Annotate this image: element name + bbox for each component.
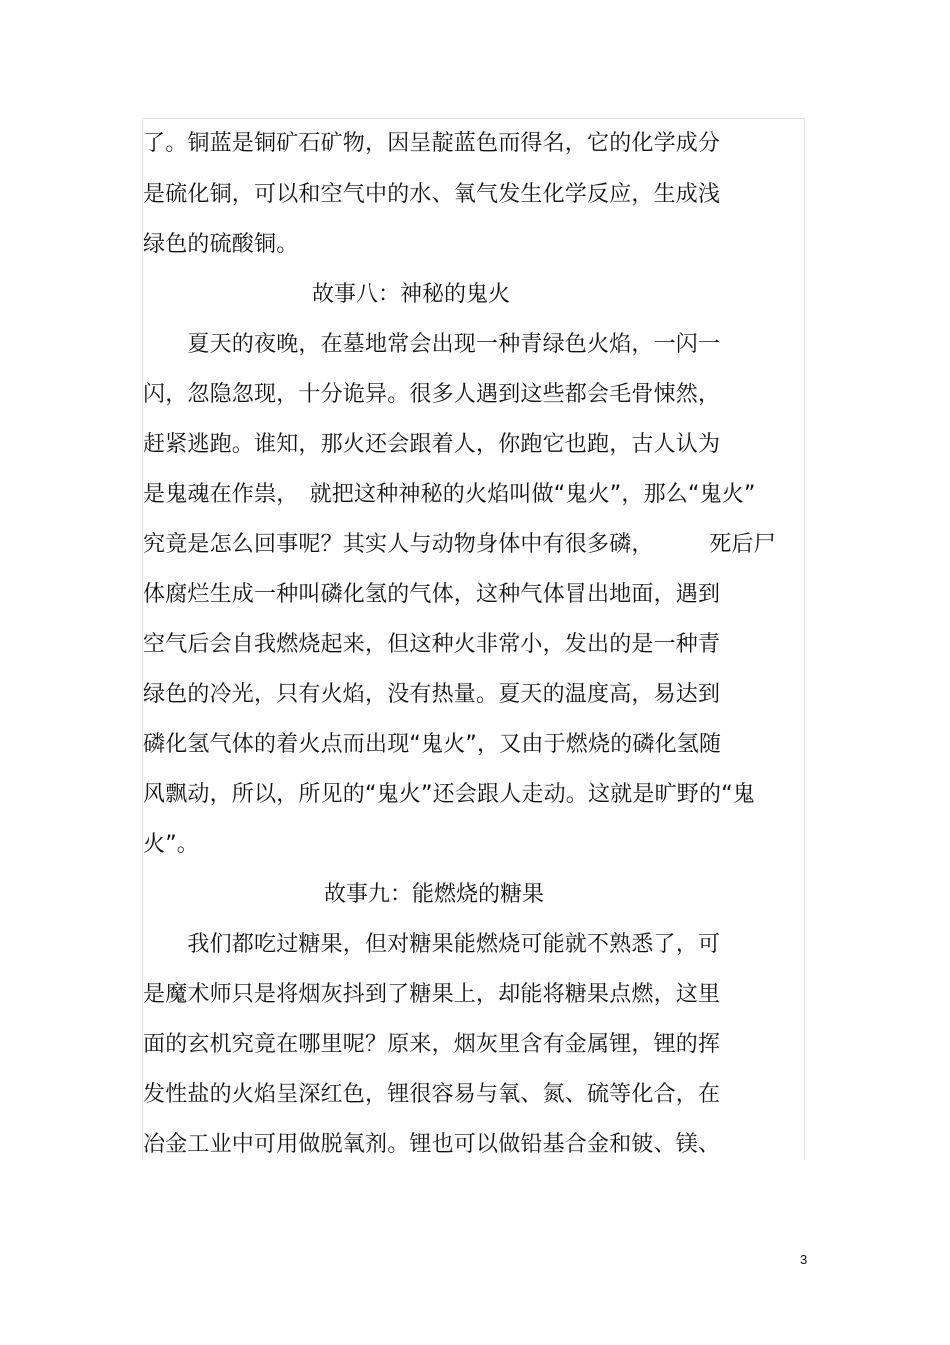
text-line: 面的玄机究竟在哪里呢？原来，烟灰里含有金属锂，锂的挥 xyxy=(143,1032,721,1057)
text-line: 冶金工业中可用做脱氧剂。锂也可以做铅基合金和铍、镁、 xyxy=(143,1132,721,1157)
text-line: 究竟是怎么回事呢？其实人与动物身体中有很多磷， 死后尸 xyxy=(143,532,776,557)
text-line: 闪，忽隐忽现，十分诡异。很多人遇到这些都会毛骨悚然， xyxy=(143,382,721,407)
text-line: 我们都吃过糖果，但对糖果能燃烧可能就不熟悉了，可 xyxy=(143,932,721,957)
text-line: 体腐烂生成一种叫磷化氢的气体，这种气体冒出地面，遇到 xyxy=(143,582,721,607)
page-number: 3 xyxy=(800,1252,808,1267)
section-heading: 故事九：能燃烧的糖果 xyxy=(324,882,545,907)
text-line: 是鬼魂在作祟， 就把这种神秘的火焰叫做“鬼火”，那么“鬼火” xyxy=(143,482,756,507)
text-line: 磷化氢气体的着火点而出现“鬼火”，又由于燃烧的磷化氢随 xyxy=(143,732,722,757)
text-line: 风飘动，所以，所见的“鬼火”还会跟人走动。这就是旷野的“鬼 xyxy=(143,782,755,807)
text-line: 了。铜蓝是铜矿石矿物，因呈靛蓝色而得名，它的化学成分 xyxy=(143,131,721,156)
text-line: 火”。 xyxy=(143,832,199,857)
text-line: 是魔术师只是将烟灰抖到了糖果上，却能将糖果点燃，这里 xyxy=(143,982,721,1007)
text-line: 空气后会自我燃烧起来，但这种火非常小，发出的是一种青 xyxy=(143,632,721,657)
text-line: 绿色的冷光，只有火焰，没有热量。夏天的温度高，易达到 xyxy=(143,682,721,707)
text-line: 发性盐的火焰呈深红色，锂很容易与氧、氮、硫等化合，在 xyxy=(143,1082,721,1107)
section-heading: 故事八：神秘的鬼火 xyxy=(312,282,511,307)
text-line: 赶紧逃跑。谁知，那火还会跟着人，你跑它也跑，古人认为 xyxy=(143,432,721,457)
text-line: 绿色的硫酸铜。 xyxy=(143,232,299,257)
text-line: 夏天的夜晚，在墓地常会出现一种青绿色火焰，一闪一 xyxy=(143,332,721,357)
text-line: 是硫化铜，可以和空气中的水、氧气发生化学反应，生成浅 xyxy=(143,182,721,207)
